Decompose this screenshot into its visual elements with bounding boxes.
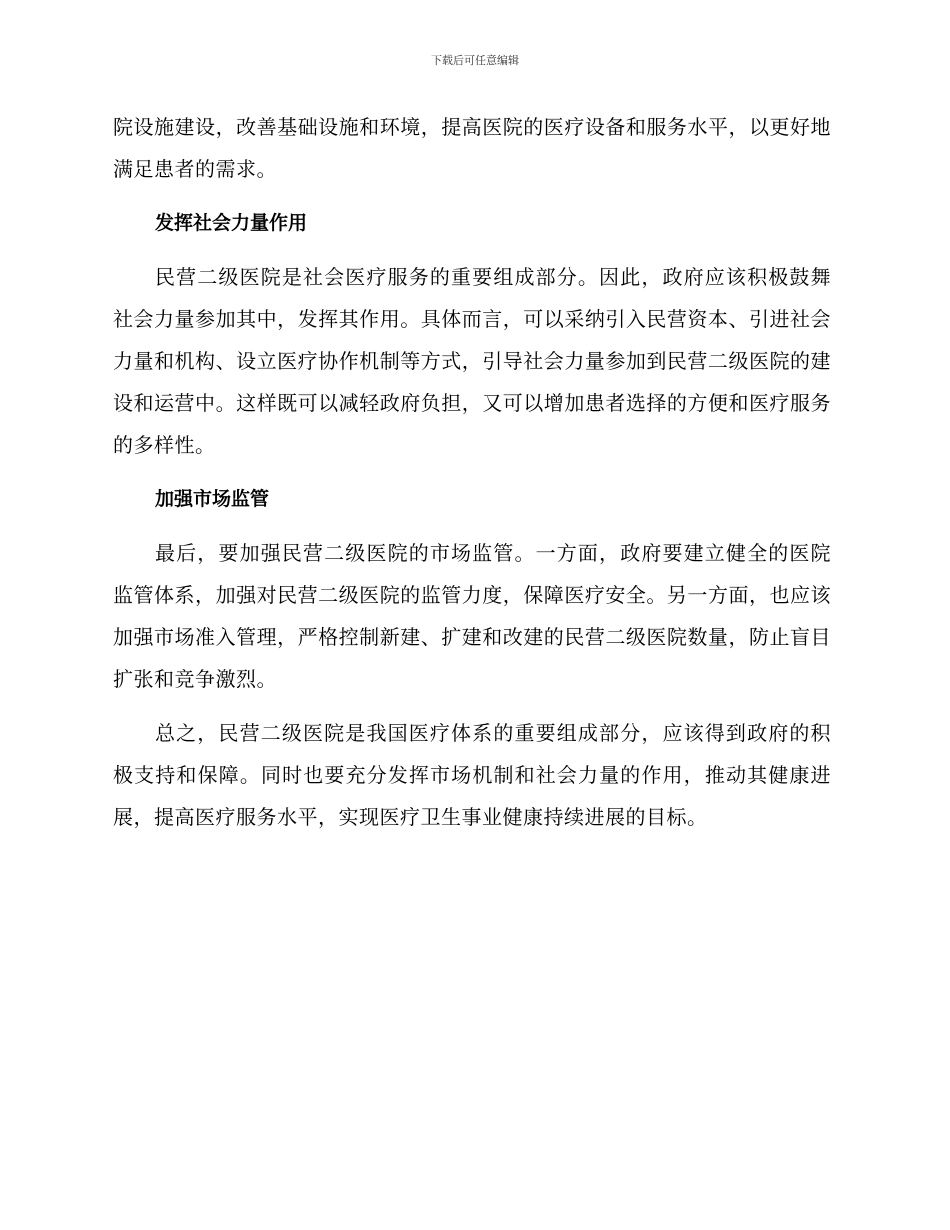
section-heading-market-supervision: 加强市场监管	[155, 488, 270, 510]
document-body	[113, 106, 831, 838]
page-header-note: 下载后可任意编辑	[431, 54, 519, 67]
paragraph-social-forces: 民营二级医院是社会医疗服务的重要组成部分。因此，政府应该积极鼓舞社会力量参加其中，发挥其作用。具体而言，可以采纳引入民营资本、引进社会力量和机构、设立医疗协作机制等方式，引导社会力量参加到民营二级医院的建设和运营中。这样既可以减轻政府负担，又可以增加患者选择的方便和医疗服务的多样性。	[113, 265, 831, 457]
paragraph-continued: 院设施建设，改善基础设施和环境，提高医院的医疗设备和服务水平，以更好地满足患者的需求。	[113, 115, 831, 181]
section-heading-social-forces: 发挥社会力量作用	[155, 212, 308, 234]
paragraph-market-supervision: 最后，要加强民营二级医院的市场监管。一方面，政府要建立健全的医院监管体系，加强对民营二级医院的监管力度，保障医疗安全。另一方面，也应该加强市场准入管理，严格控制新建、扩建和改建的民营二级医院数量，防止盲目扩张和竞争激烈。	[113, 541, 831, 691]
paragraph-conclusion: 总之，民营二级医院是我国医疗体系的重要组成部分，应该得到政府的积极支持和保障。同时也要充分发挥市场机制和社会力量的作用，推动其健康进展，提高医疗服务水平，实现医疗卫生事业健康持续进展的目标。	[113, 721, 831, 829]
